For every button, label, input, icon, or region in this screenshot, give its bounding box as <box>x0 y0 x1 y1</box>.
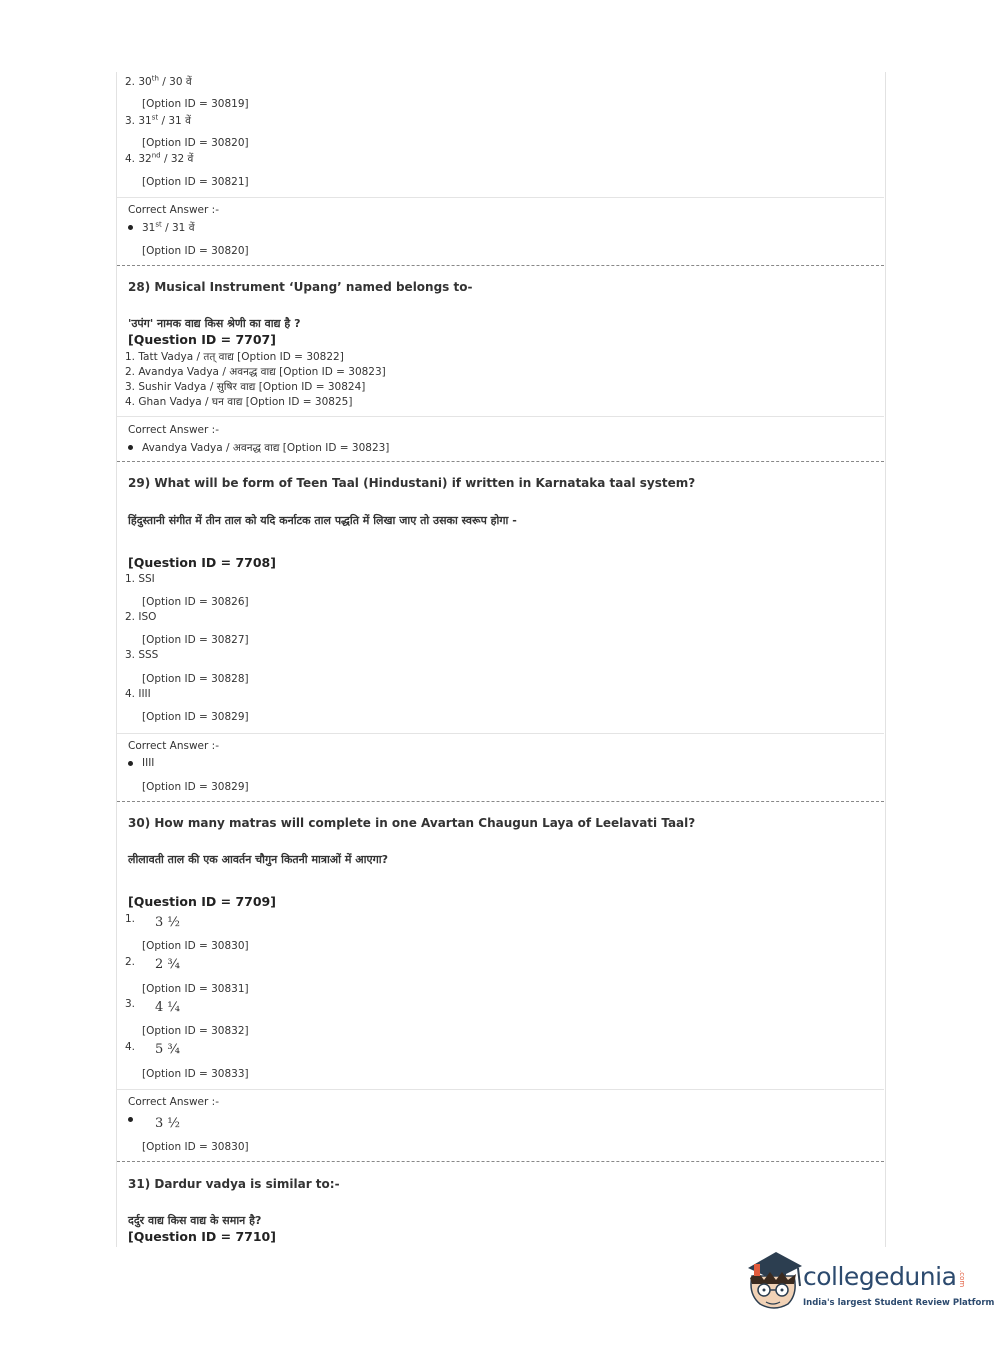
q27-option-2: 2. 30th / 30 वें <box>125 74 192 88</box>
q30-option-2-id: [Option ID = 30831] <box>142 983 249 995</box>
q27-option-3: 3. 31st / 31 वें <box>125 113 191 127</box>
logo-tagline: India's largest Student Review Platform <box>803 1298 995 1308</box>
q28-option-3: 3. Sushir Vadya / सुषिर वाद्य [Option ID = 30824] <box>125 381 366 393</box>
q28-title: 28) Musical Instrument ‘Upang’ named belongs to- <box>128 280 473 294</box>
q28-option-2: 2. Avandya Vadya / अवनद्ध वाद्य [Option ID = 30823] <box>125 366 386 378</box>
q28-correct-label: Correct Answer :- <box>128 424 219 436</box>
divider <box>117 416 884 417</box>
q29-title: 29) What will be form of Teen Taal (Hindustani) if written in Karnataka taal system? <box>128 476 696 490</box>
q30-hindi: लीलावती ताल की एक आवर्तन चौगुन कितनी मात्राओं में आएगा? <box>128 853 389 866</box>
question-separator <box>117 461 884 462</box>
q27-answer-id: [Option ID = 30820] <box>142 245 249 257</box>
bullet-icon <box>128 225 133 230</box>
q29-option-3-id: [Option ID = 30828] <box>142 673 249 685</box>
q30-option-3-value: 4 ¼ <box>155 1000 181 1015</box>
q30-question-id: [Question ID = 7709] <box>128 894 276 909</box>
divider <box>117 197 884 198</box>
q30-option-3-id: [Option ID = 30832] <box>142 1025 249 1037</box>
q28-answer: Avandya Vadya / अवनद्ध वाद्य [Option ID = 30823] <box>142 442 390 454</box>
q30-option-2-value: 2 ¾ <box>155 957 181 972</box>
q28-option-4: 4. Ghan Vadya / घन वाद्य [Option ID = 30825] <box>125 396 353 408</box>
q29-option-1: 1. SSI <box>125 573 155 585</box>
q29-option-4: 4. IIII <box>125 688 151 700</box>
bullet-icon <box>128 445 133 450</box>
q31-title: 31) Dardur vadya is similar to:- <box>128 1177 340 1191</box>
question-separator <box>117 801 884 802</box>
q29-option-3: 3. SSS <box>125 649 159 661</box>
q30-answer-id: [Option ID = 30830] <box>142 1141 249 1153</box>
q28-hindi: 'उपंग' नामक वाद्य किस श्रेणी का वाद्य है ? <box>128 317 301 330</box>
q30-option-1-num: 1. <box>125 913 136 925</box>
q28-option-1: 1. Tatt Vadya / तत् वाद्य [Option ID = 30822] <box>125 351 344 363</box>
q29-option-2: 2. ISO <box>125 611 157 623</box>
q31-hindi: दर्दुर वाद्य किस वाद्य के समान है? <box>128 1214 262 1227</box>
divider <box>117 733 884 734</box>
logo-com: .com <box>958 1270 966 1288</box>
q30-title: 30) How many matras will complete in one Avartan Chaugun Laya of Leelavati Taal? <box>128 816 696 830</box>
bullet-icon <box>128 1117 133 1122</box>
question-separator <box>117 265 884 266</box>
q29-option-2-id: [Option ID = 30827] <box>142 634 249 646</box>
q27-option-3-id: [Option ID = 30820] <box>142 137 249 149</box>
q30-option-1-value: 3 ½ <box>155 915 181 930</box>
q28-question-id: [Question ID = 7707] <box>128 332 276 347</box>
divider <box>117 1089 884 1090</box>
q29-hindi: हिंदुस्तानी संगीत में तीन ताल को यदि कर्नाटक ताल पद्धति में लिखा जाए तो उसका स्वरूप होगा - <box>128 514 517 527</box>
bullet-icon <box>128 761 133 766</box>
q27-option-2-id: [Option ID = 30819] <box>142 98 249 110</box>
q29-correct-label: Correct Answer :- <box>128 740 219 752</box>
q29-answer-id: [Option ID = 30829] <box>142 781 249 793</box>
q30-answer: 3 ½ <box>155 1116 181 1131</box>
q30-option-1-id: [Option ID = 30830] <box>142 940 249 952</box>
q29-option-1-id: [Option ID = 30826] <box>142 596 249 608</box>
question-separator <box>117 1161 884 1162</box>
q30-option-4-id: [Option ID = 30833] <box>142 1068 249 1080</box>
q29-question-id: [Question ID = 7708] <box>128 555 276 570</box>
q30-option-4-num: 4. <box>125 1041 136 1053</box>
q30-option-2-num: 2. <box>125 956 136 968</box>
logo-wordmark: collegedunia <box>803 1262 957 1291</box>
q27-correct-label: Correct Answer :- <box>128 204 219 216</box>
q29-answer: IIII <box>142 757 155 769</box>
q30-option-4-value: 5 ¾ <box>155 1042 181 1057</box>
q27-answer: 31st / 31 वें <box>142 220 195 234</box>
q29-option-4-id: [Option ID = 30829] <box>142 711 249 723</box>
q27-option-4: 4. 32nd / 32 वें <box>125 151 194 165</box>
q31-question-id: [Question ID = 7710] <box>128 1229 276 1244</box>
q27-option-4-id: [Option ID = 30821] <box>142 176 249 188</box>
q30-correct-label: Correct Answer :- <box>128 1096 219 1108</box>
q30-option-3-num: 3. <box>125 998 136 1010</box>
